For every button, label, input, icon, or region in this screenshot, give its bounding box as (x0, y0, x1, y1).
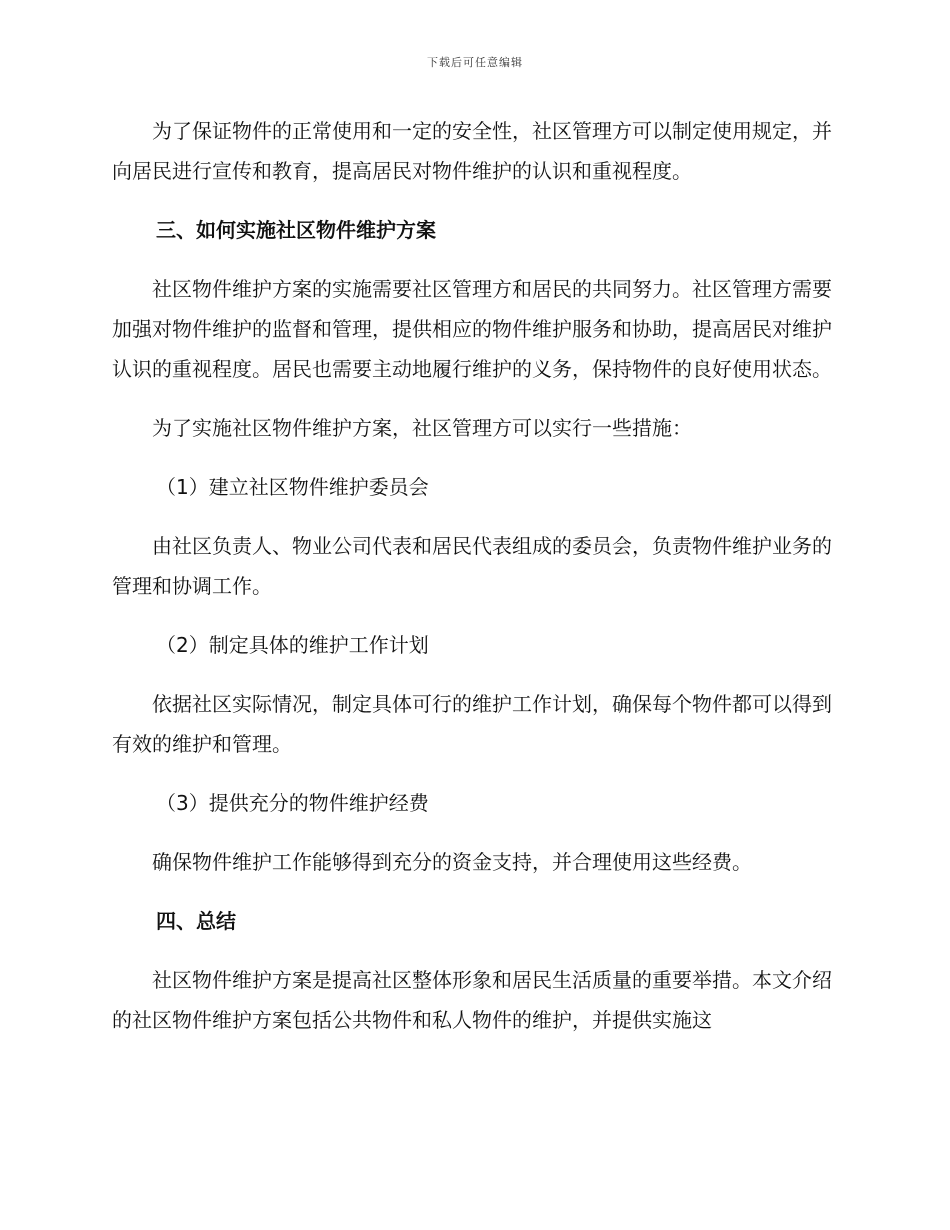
page-header: 下载后可任意编辑 (427, 56, 523, 69)
paragraph-funding: 确保物件维护工作能够得到充分的资金支持，并合理使用这些经费。 (152, 850, 752, 874)
section-heading-summary: 四、总结 (156, 909, 236, 933)
paragraph-work-plan: 依据社区实际情况，制定具体可行的维护工作计划，确保每个物件都可以得到有效的维护和管理。 (112, 692, 832, 756)
paragraph-implementation: 社区物件维护方案的实施需要社区管理方和居民的共同努力。社区管理方需要加强对物件维护的监督和管理，提供相应的物件维护服务和协助，提高居民对维护认识的重视程度。居民也需要主动地履行维护的义务，保持物件的良好使用状态。 (112, 277, 832, 381)
paragraph-measures-intro: 为了实施社区物件维护方案，社区管理方可以实行一些措施： (152, 416, 692, 440)
paragraph-usage-rules: 为了保证物件的正常使用和一定的安全性，社区管理方可以制定使用规定，并向居民进行宣传和教育，提高居民对物件维护的认识和重视程度。 (112, 119, 832, 183)
document-body (112, 111, 832, 1040)
section-heading-implementation: 三、如何实施社区物件维护方案 (156, 218, 436, 242)
list-item-funding: （3）提供充分的物件维护经费 (156, 791, 429, 815)
paragraph-summary: 社区物件维护方案是提高社区整体形象和居民生活质量的重要举措。本文介绍的社区物件维护方案包括公共物件和私人物件的维护，并提供实施这 (112, 968, 832, 1032)
paragraph-committee: 由社区负责人、物业公司代表和居民代表组成的委员会，负责物件维护业务的管理和协调工作。 (112, 534, 832, 598)
list-item-committee: （1）建立社区物件维护委员会 (156, 475, 429, 499)
list-item-work-plan: （2）制定具体的维护工作计划 (156, 633, 429, 657)
